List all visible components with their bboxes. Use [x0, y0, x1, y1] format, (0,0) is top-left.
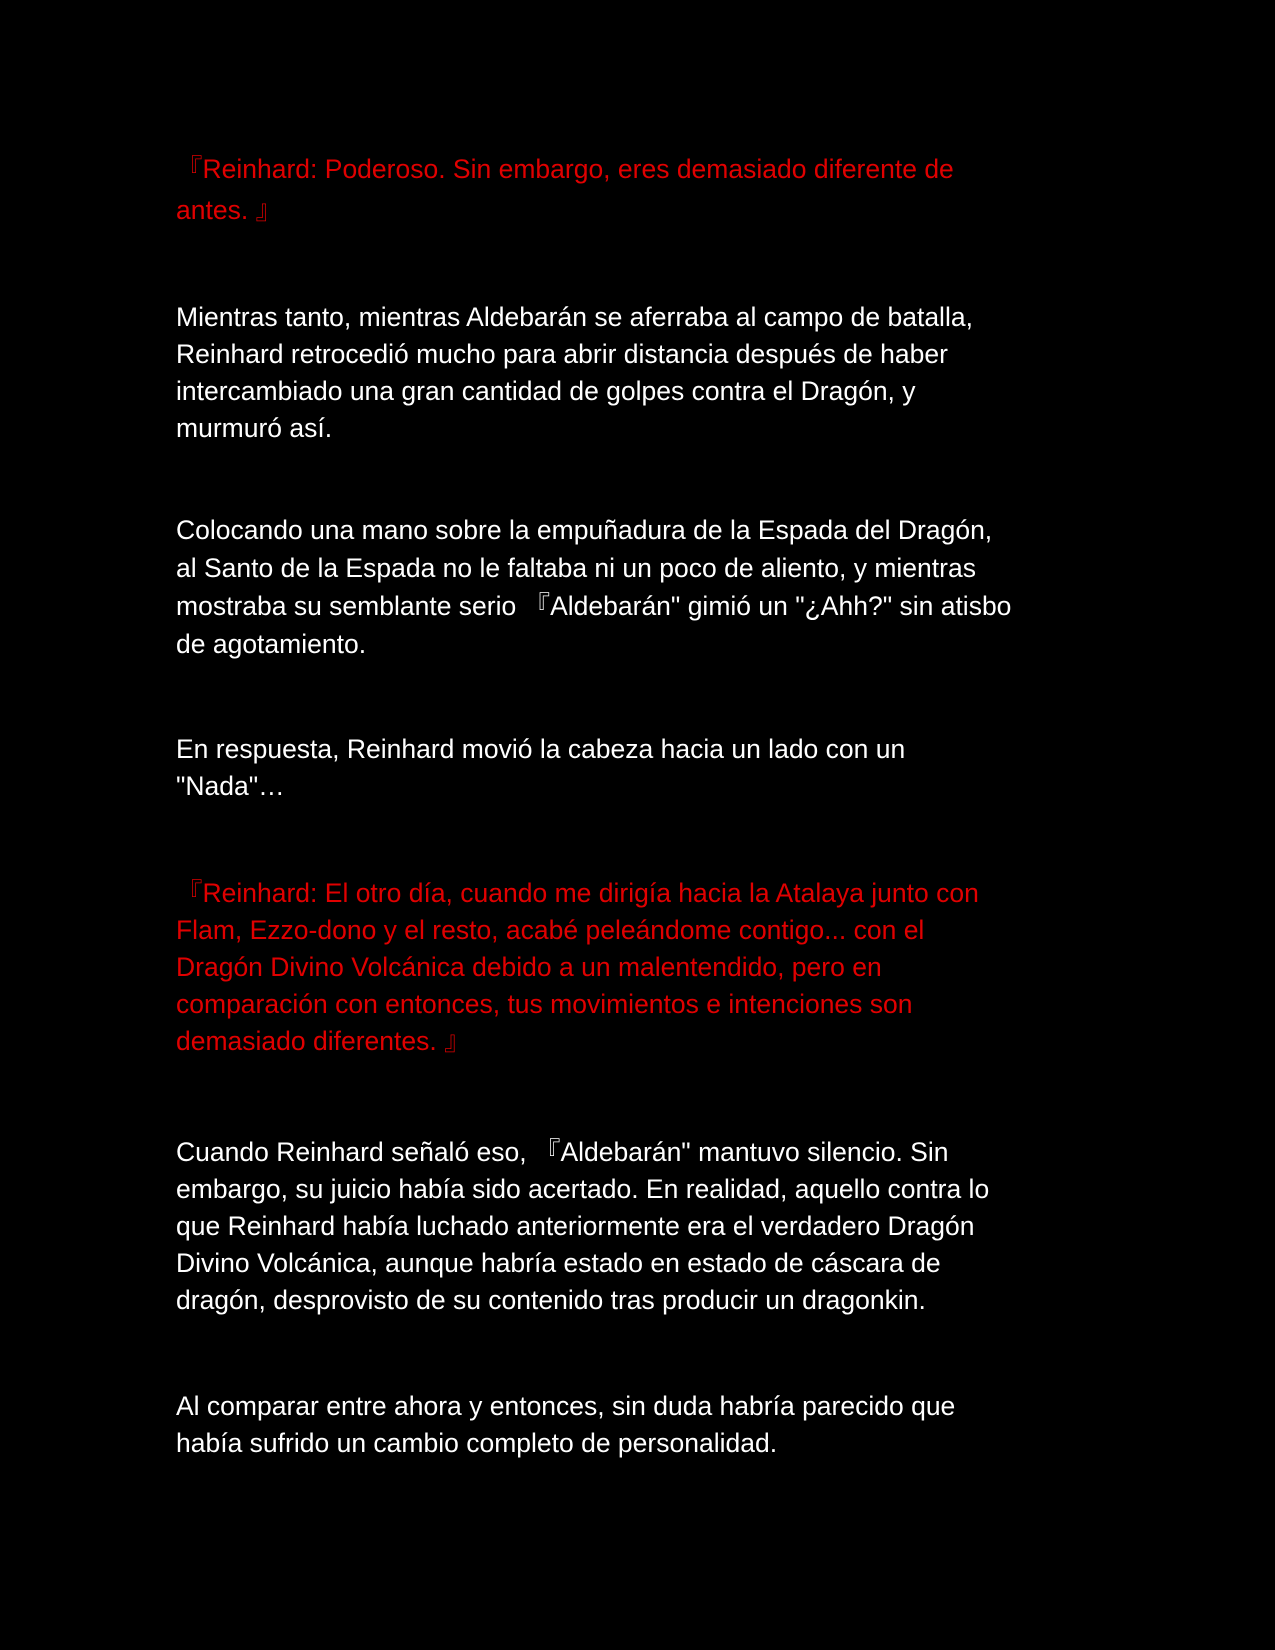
narration-paragraph — [176, 1388, 1116, 1462]
text-line: Cuando Reinhard señaló eso, 『Aldebarán" mantuvo silencio. Sin — [176, 1137, 949, 1167]
text-line: que Reinhard había luchado anteriormente era el verdadero Dragón — [176, 1211, 975, 1241]
text-line: comparación con entonces, tus movimientos e intenciones son — [176, 989, 913, 1019]
text-line: 『Reinhard: Poderoso. Sin embargo, eres demasiado diferente de — [176, 154, 954, 184]
narration-paragraph — [176, 1134, 1116, 1319]
narration-paragraph — [176, 511, 1116, 663]
text-line: antes. 』 — [176, 195, 283, 225]
narration-paragraph — [176, 731, 1116, 805]
text-line: intercambiado una gran cantidad de golpes contra el Dragón, y — [176, 376, 916, 406]
dialogue-paragraph — [176, 875, 1116, 1060]
text-line: murmuró así. — [176, 413, 333, 443]
text-line: demasiado diferentes. 』 — [176, 1026, 471, 1056]
text-line: dragón, desprovisto de su contenido tras producir un dragonkin. — [176, 1285, 926, 1315]
text-line: Mientras tanto, mientras Aldebarán se aferraba al campo de batalla, — [176, 302, 973, 332]
text-line: Colocando una mano sobre la empuñadura de la Espada del Dragón, — [176, 515, 993, 545]
text-line: 『Reinhard: El otro día, cuando me dirigía hacia la Atalaya junto con — [176, 878, 979, 908]
text-line: había sufrido un cambio completo de personalidad. — [176, 1428, 778, 1458]
text-line: embargo, su juicio había sido acertado. En realidad, aquello contra lo — [176, 1174, 990, 1204]
text-line: En respuesta, Reinhard movió la cabeza hacia un lado con un — [176, 734, 906, 764]
narration-paragraph — [176, 299, 1116, 447]
dialogue-paragraph — [176, 149, 1116, 231]
text-line: Flam, Ezzo-dono y el resto, acabé peleándome contigo... con el — [176, 915, 925, 945]
text-line: mostraba su semblante serio 『Aldebarán" gimió un "¿Ahh?" sin atisbo — [176, 591, 1012, 621]
text-line: Dragón Divino Volcánica debido a un malentendido, pero en — [176, 952, 882, 982]
text-line: Reinhard retrocedió mucho para abrir distancia después de haber — [176, 339, 948, 369]
text-line: al Santo de la Espada no le faltaba ni un poco de aliento, y mientras — [176, 553, 976, 583]
text-line: Divino Volcánica, aunque habría estado en estado de cáscara de — [176, 1248, 941, 1278]
text-line: Al comparar entre ahora y entonces, sin duda habría parecido que — [176, 1391, 956, 1421]
text-line: "Nada"… — [176, 771, 285, 801]
text-line: de agotamiento. — [176, 629, 367, 659]
